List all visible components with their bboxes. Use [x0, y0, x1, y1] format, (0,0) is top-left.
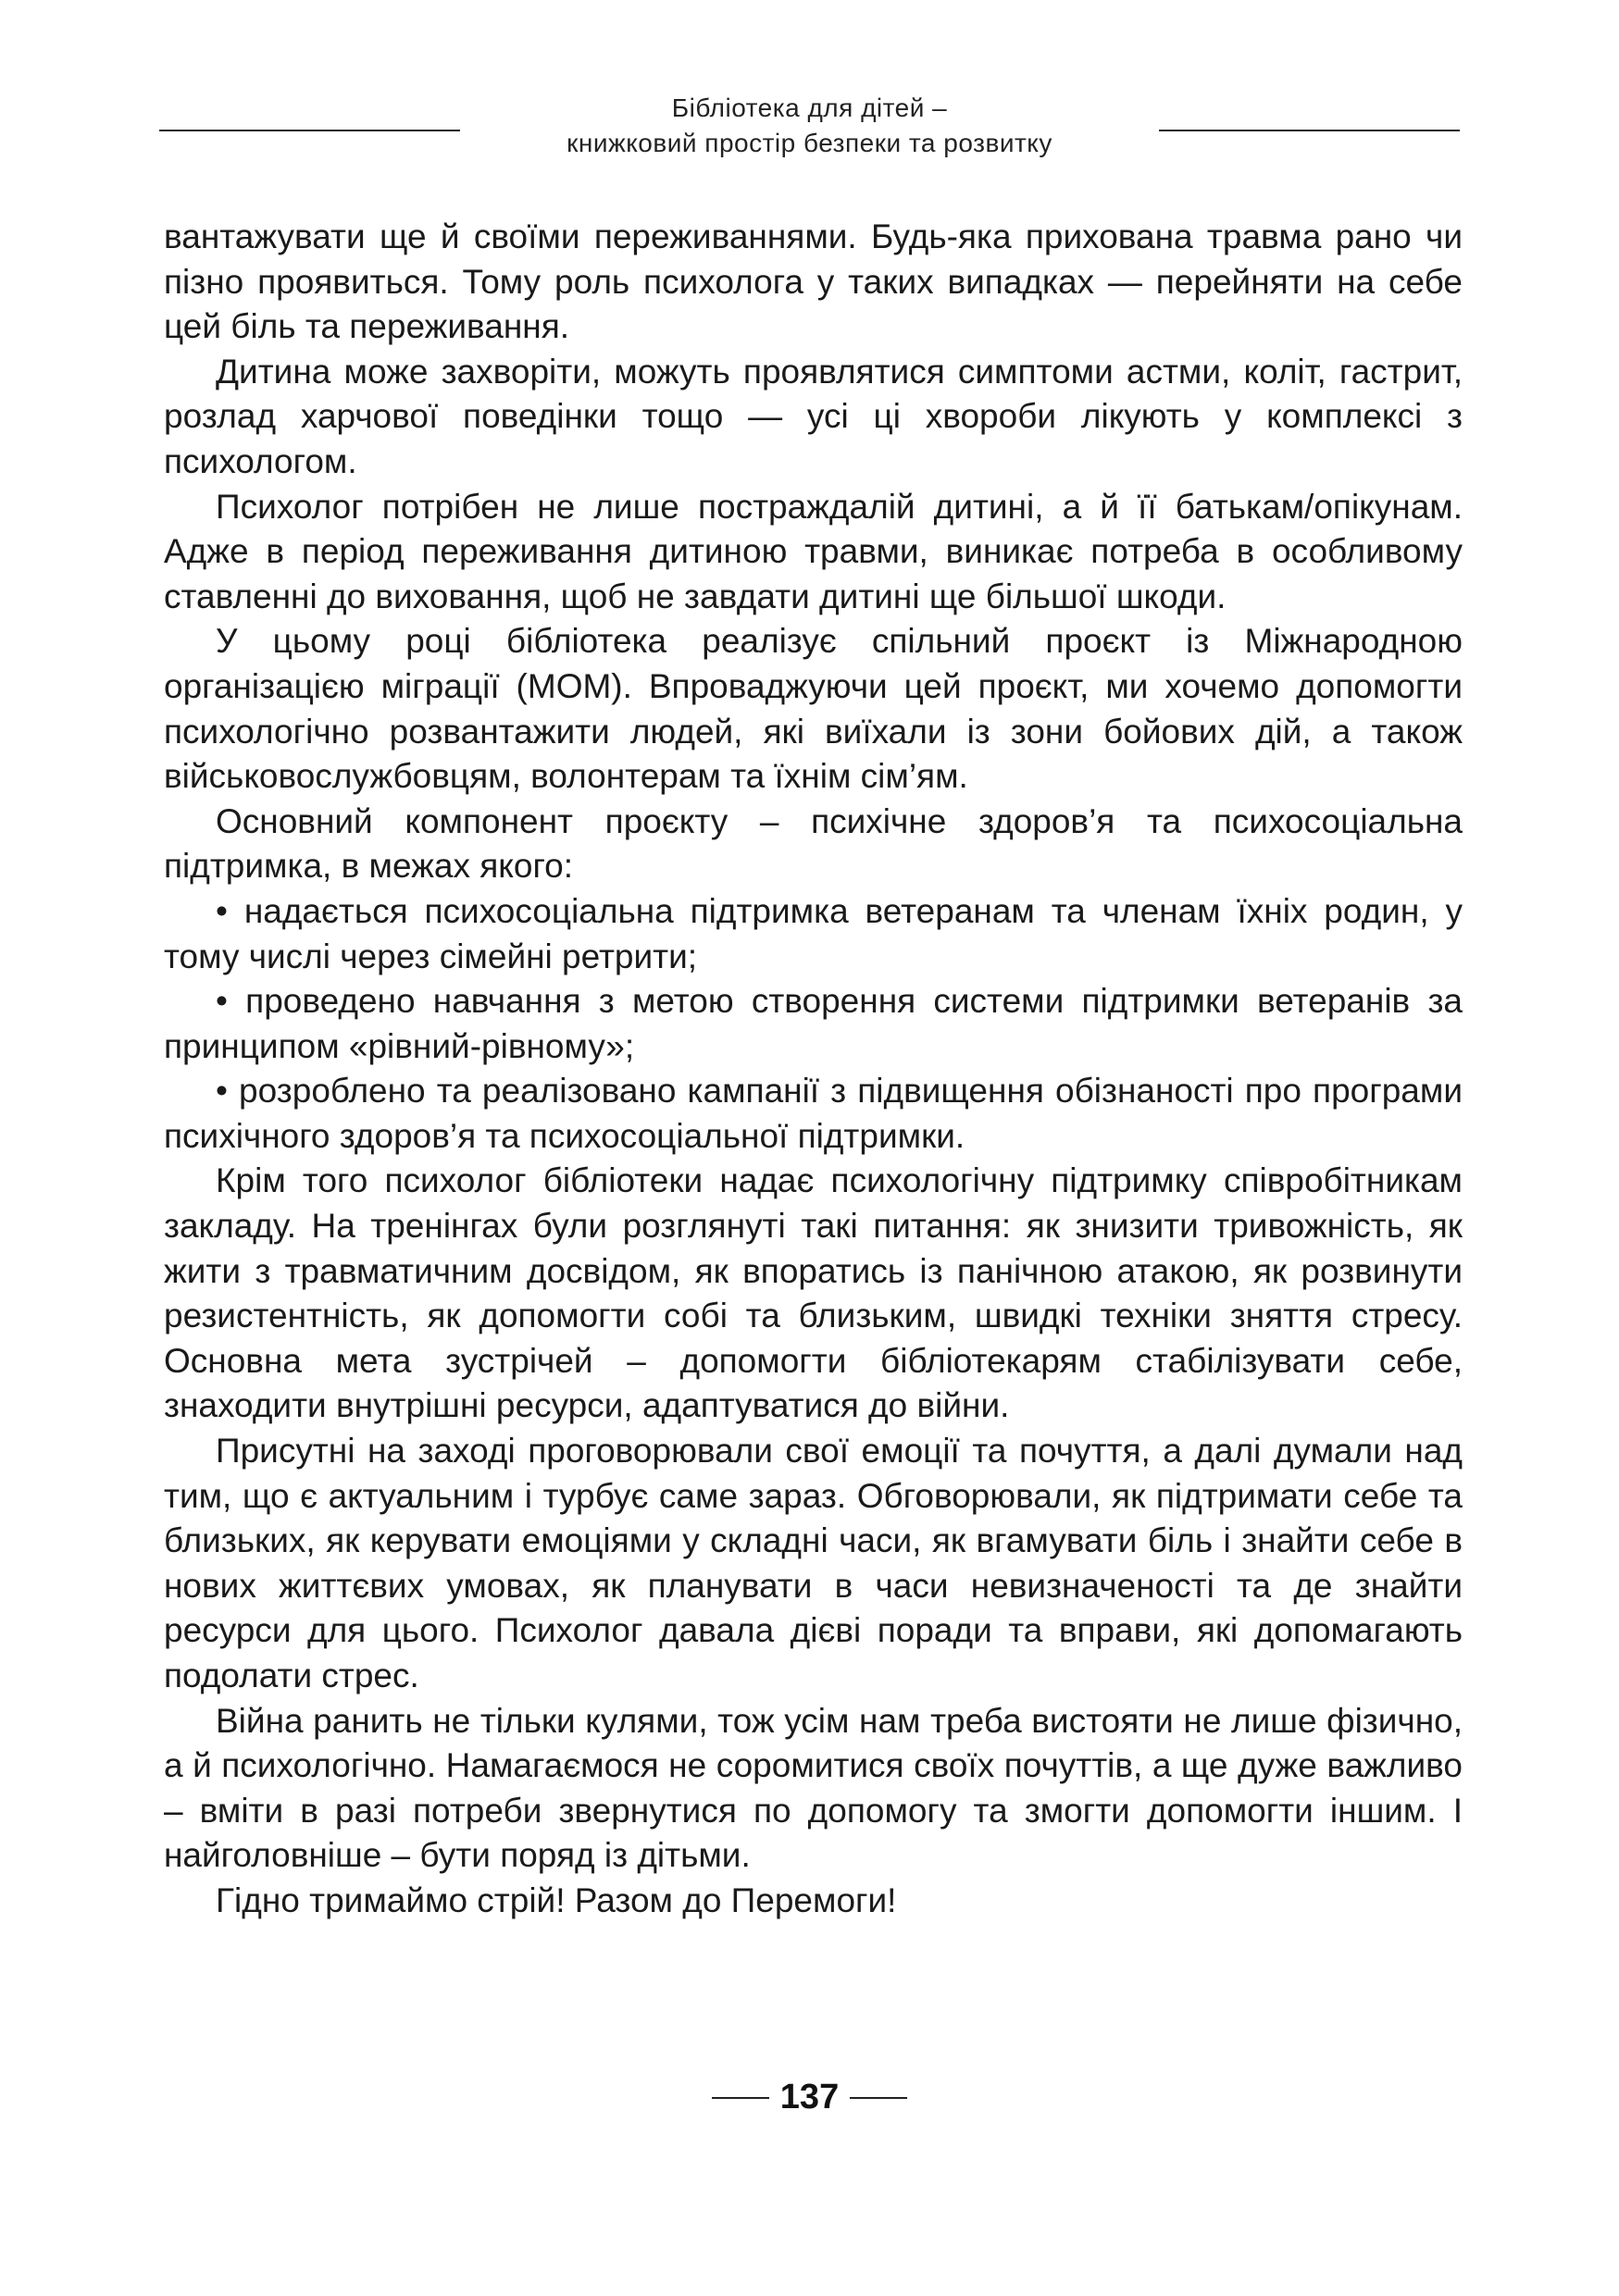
page-number	[0, 2078, 1619, 2124]
paragraph: Війна ранить не тільки кулями, тож усім нам треба вистояти не лише фізично, а й психологічно. Намагаємося не соромитися своїх почуттів, а ще дуже важливо – вміти в разі потреби звернутися по допомогу та змогти допомогти іншим. І найголовніше – бути поряд із дітьми.	[164, 1701, 1463, 1875]
paragraph: У цьому році бібліотека реалізує спільний проєкт із Міжнародною організацією міграції (МОМ). Впроваджуючи цей проєкт, ми хочемо допомогти психологічно розвантажити людей, які виїхали із зони бойових дій, а також військовослужбовцям, волонтерам та їхнім сім’ям.	[164, 622, 1463, 796]
bullet-item: • надається психосоціальна підтримка ветеранам та членам їхніх родин, у тому числі через сімейні ретрити;	[164, 891, 1463, 975]
header-title	[460, 91, 1159, 161]
header-rule-left	[159, 130, 460, 131]
paragraph: вантажувати ще й своїми переживаннями. Будь-яка прихована травма рано чи пізно проявиться. Тому роль психолога у таких випадках — перейняти на себе цей біль та переживання.	[164, 217, 1463, 346]
paragraph: Основний компонент проєкту – психічне здоров’я та психосоціальна підтримка, в межах якого:	[164, 801, 1463, 886]
page-number-rule-right	[850, 2097, 907, 2099]
paragraph: Крім того психолог бібліотеки надає психологічну підтримку співробітникам закладу. На тренінгах були розглянуті такі питання: як знизити тривожність, як жити з травматичним досвідом, як впоратись із панічною атакою, як розвинути резистентність, як допомогти собі та близьким, швидкі техніки зняття стресу. Основна мета зустрічей – допомогти бібліотекарям стабілізувати себе, знаходити внутрішні ресурси, адаптуватися до війни.	[164, 1161, 1463, 1425]
page-number-text: 137	[779, 2078, 840, 2116]
header-line-1: Бібліотека для дітей –	[671, 93, 948, 122]
paragraph: Присутні на заході проговорювали свої емоції та почуття, а далі думали над тим, що є актуальним і турбує саме зараз. Обговорювали, як підтримати себе та близьких, як керувати емоціями у складні часи, як вгамувати біль і знайти себе в нових життєвих умовах, як планувати в часи невизначеності та де знайти ресурси для цього. Психолог давала дієві поради та вправи, які допомагають подолати стрес.	[164, 1432, 1463, 1694]
paragraph: Психолог потрібен не лише постраждалій дитині, а й її батькам/опікунам. Адже в період переживання дитиною травми, виникає потреба в особливому ставленні до виховання, щоб не завдати дитині ще більшої шкоди.	[164, 487, 1463, 615]
running-header	[159, 91, 1460, 174]
header-rule-right	[1159, 130, 1460, 131]
bullet-item: • проведено навчання з метою створення системи підтримки ветеранів за принципом «рівний-рівному»;	[164, 982, 1463, 1065]
bullet-item: • розроблено та реалізовано кампанії з підвищення обізнаності про програми психічного здоров’я та психосоціальної підтримки.	[164, 1072, 1463, 1155]
paragraph: Гідно тримаймо стрій! Разом до Перемоги!	[216, 1880, 897, 1919]
body-text	[164, 215, 1463, 1924]
paragraph: Дитина може захворіти, можуть проявлятися симптоми астми, коліт, гастрит, розлад харчової поведінки тощо — усі ці хвороби лікують у комплексі з психологом.	[164, 352, 1463, 480]
header-line-2: книжковий простір безпеки та розвитку	[567, 129, 1052, 157]
page-number-rule-left	[712, 2097, 769, 2099]
